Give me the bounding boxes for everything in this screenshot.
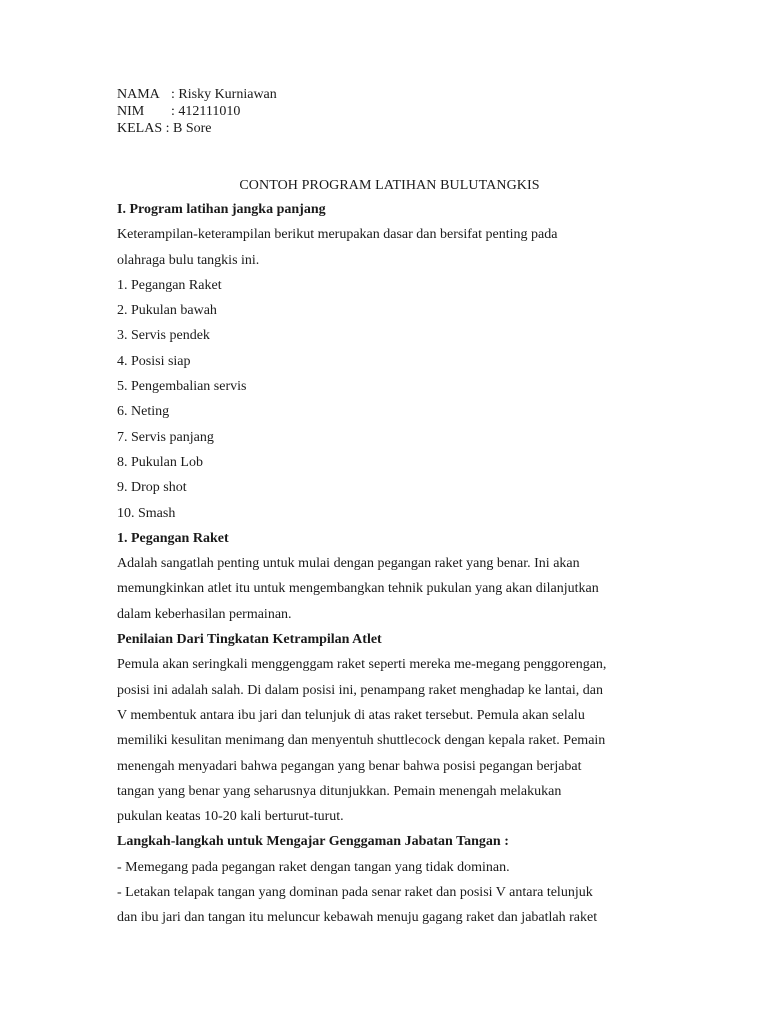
header-kelas-row	[117, 120, 662, 137]
body-text-line: dalam keberhasilan permainan.	[117, 606, 292, 622]
body-text-line: posisi ini adalah salah. Di dalam posisi ini, penampang raket menghadap ke lantai, dan	[117, 682, 603, 698]
kelas-label: KELAS	[117, 121, 163, 136]
body-text-line: 5. Pengembalian servis	[117, 379, 247, 395]
section-heading: Penilaian Dari Tingkatan Ketrampilan Atlet	[117, 632, 382, 648]
body-text-line: Keterampilan-keterampilan berikut merupakan dasar dan bersifat penting pada	[117, 227, 558, 243]
header-nama-row	[117, 86, 662, 103]
body-text-line: menengah menyadari bahwa pegangan yang benar bahwa posisi pegangan berjabat	[117, 758, 582, 774]
body-text-line: V membentuk antara ibu jari dan telunjuk di atas raket tersebut. Pemula akan selalu	[117, 707, 585, 723]
section-heading: I. Program latihan jangka panjang	[117, 202, 326, 217]
document-body	[117, 197, 662, 931]
section-heading: Langkah-langkah untuk Mengajar Genggaman Jabatan Tangan :	[117, 834, 509, 850]
body-text-line: olahraga bulu tangkis ini.	[117, 252, 260, 268]
body-text-line: 8. Pukulan Lob	[117, 454, 203, 470]
nim-label: NIM	[117, 104, 145, 119]
body-text-line: Pemula akan seringkali menggenggam raket seperti mereka me-megang penggorengan,	[117, 657, 607, 673]
body-text-line: 9. Drop shot	[117, 480, 187, 496]
body-text-line: dan ibu jari dan tangan itu meluncur kebawah menuju gagang raket dan jabatlah raket	[117, 910, 598, 926]
body-text-line: - Letakan telapak tangan yang dominan pada senar raket dan posisi V antara telunjuk	[117, 885, 593, 901]
body-text-line: - Memegang pada pegangan raket dengan tangan yang tidak dominan.	[117, 859, 510, 875]
nama-label: NAMA	[117, 87, 160, 102]
nama-value: : Risky Kurniawan	[171, 87, 277, 102]
body-text-line: 1. Pegangan Raket	[117, 277, 222, 293]
body-text-line: pukulan keatas 10-20 kali berturut-turut.	[117, 809, 344, 825]
document-page	[117, 86, 662, 931]
document-title: CONTOH PROGRAM LATIHAN BULUTANGKIS	[239, 178, 540, 193]
body-text-line: memiliki kesulitan menimang dan menyentuh shuttlecock dengan kepala raket. Pemain	[117, 733, 606, 749]
nim-value: : 412111010	[171, 104, 241, 119]
section-heading: 1. Pegangan Raket	[117, 530, 229, 546]
body-text-line: 3. Servis pendek	[117, 328, 210, 344]
body-text-line: 10. Smash	[117, 505, 176, 521]
body-text-line: tangan yang benar yang seharusnya ditunjukkan. Pemain menengah melakukan	[117, 783, 562, 799]
body-text-line: 6. Neting	[117, 404, 170, 420]
header-nim-row	[117, 103, 662, 120]
kelas-value: : B Sore	[165, 121, 212, 136]
body-text-line: 7. Servis panjang	[117, 429, 214, 445]
body-text-line: 2. Pukulan bawah	[117, 303, 217, 319]
body-text-line: 4. Posisi siap	[117, 353, 191, 369]
body-text-line: memungkinkan atlet itu untuk mengembangkan tehnik pukulan yang akan dilanjutkan	[117, 581, 599, 597]
body-text-line: Adalah sangatlah penting untuk mulai dengan pegangan raket yang benar. Ini akan	[117, 556, 580, 572]
